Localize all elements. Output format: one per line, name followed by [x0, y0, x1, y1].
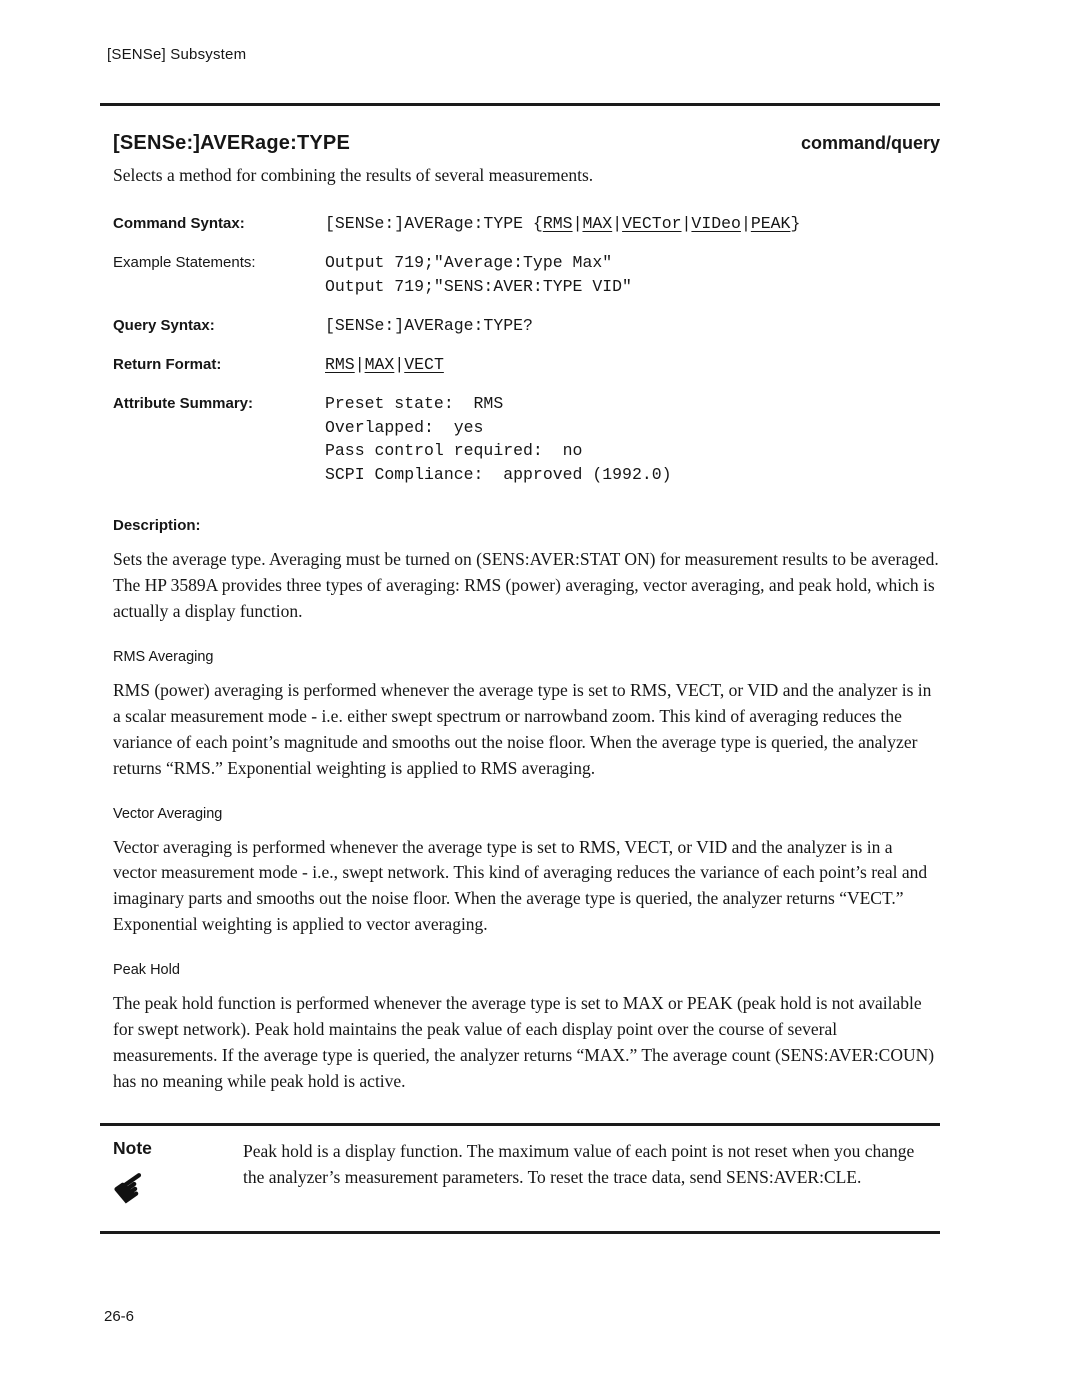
- description-intro: Sets the average type. Averaging must be turned on (SENS:AVER:STAT ON) for measurement results to be averaged. The HP 3589A provides three types of averaging: RMS (power) averaging, vector averaging, and peak hold, which is actually a display function.: [113, 549, 939, 622]
- section-heading-vector-averaging: Vector Averaging: [113, 805, 223, 822]
- example-statements-value: [325, 251, 632, 299]
- section-heading-rms-averaging: RMS Averaging: [113, 648, 214, 665]
- return-format-label: Return Format:: [113, 355, 222, 373]
- attribute-line: Overlapped: yes: [325, 417, 484, 437]
- command-summary: Selects a method for combining the results of several measurements.: [113, 165, 594, 185]
- attribute-line: Pass control required: no: [325, 441, 583, 461]
- page-number: 26-6: [104, 1308, 135, 1325]
- return-format-row: [113, 353, 940, 377]
- command-title-row: [113, 132, 940, 155]
- command-syntax-label: Command Syntax:: [113, 215, 245, 232]
- note-top-divider: [100, 1123, 940, 1126]
- note-bottom-divider: [100, 1231, 940, 1234]
- note-block: [100, 1123, 940, 1234]
- command-syntax-value: [SENSe:]AVERage:TYPE {RMS|MAX|VECTor|VIDeo|PEAK}: [325, 214, 801, 233]
- query-syntax-label: Query Syntax:: [113, 316, 215, 334]
- note-label: Note: [113, 1137, 152, 1158]
- attribute-summary-value: [325, 392, 672, 488]
- attribute-line: Preset state: RMS: [325, 393, 504, 413]
- section-body-rms-averaging: RMS (power) averaging is performed whenever the average type is set to RMS, VECT, or VID and the analyzer is in a scalar measurement mode - i.e. either swept spectrum or narrowband zoom. This kind of averaging reduces the variance of each point’s magnitude and smooths out the noise floor. When the average type is queried, the analyzer returns “RMS.” Exponential weighting is applied to RMS averaging.: [113, 679, 932, 778]
- section-body-vector-averaging: Vector averaging is performed whenever the average type is set to RMS, VECT, or VID and the analyzer is in a vector measurement mode - i.e., swept network. This kind of averaging reduces the variance of each point’s real and imaginary parts and smooths out the noise floor. When the average type is queried, the analyzer returns “VECT.” Exponential weighting is applied to vector averaging.: [113, 836, 928, 935]
- header-divider: [100, 103, 940, 106]
- section-body-peak-hold: The peak hold function is performed whenever the average type is set to MAX or PEAK (peak hold is not available for swept network). Peak hold maintains the peak value of each display point over the course of several measurements. If the average type is queried, the analyzer returns “MAX.” The average count (SENS:AVER:COUN) has no meaning while peak hold is active.: [113, 993, 935, 1091]
- example-statements-label: Example Statements:: [113, 253, 256, 271]
- example-statement-line: Output 719;"Average:Type Max": [325, 252, 613, 272]
- return-format-value: RMS|MAX|VECT: [325, 354, 444, 374]
- running-header: [SENSe] Subsystem: [107, 46, 247, 63]
- page-content: [113, 132, 940, 1095]
- description-label: Description:: [113, 517, 201, 535]
- syntax-block: [113, 212, 940, 487]
- command-title: [SENSe:]AVERage:TYPE: [113, 132, 351, 154]
- section-heading-peak-hold: Peak Hold: [113, 962, 180, 979]
- command-qualifier: command/query: [800, 133, 940, 153]
- example-statements-row: [113, 251, 940, 299]
- note-row: [102, 1137, 940, 1219]
- query-syntax-row: [113, 314, 940, 338]
- query-syntax-value: [SENSe:]AVERage:TYPE?: [325, 315, 533, 335]
- attribute-summary-label: Attribute Summary:: [113, 394, 254, 412]
- command-syntax-row: [113, 212, 940, 236]
- attribute-line: SCPI Compliance: approved (1992.0): [325, 465, 672, 485]
- example-statement-line: Output 719;"SENS:AVER:TYPE VID": [325, 276, 632, 296]
- note-left-column: [102, 1137, 243, 1219]
- pointing-hand-icon: ☛: [102, 1156, 162, 1219]
- attribute-summary-row: [113, 392, 940, 488]
- note-body: Peak hold is a display function. The maximum value of each point is not reset when you change the analyzer’s measurement parameters. To reset the trace data, send SENS:AVER:CLE.: [243, 1140, 915, 1187]
